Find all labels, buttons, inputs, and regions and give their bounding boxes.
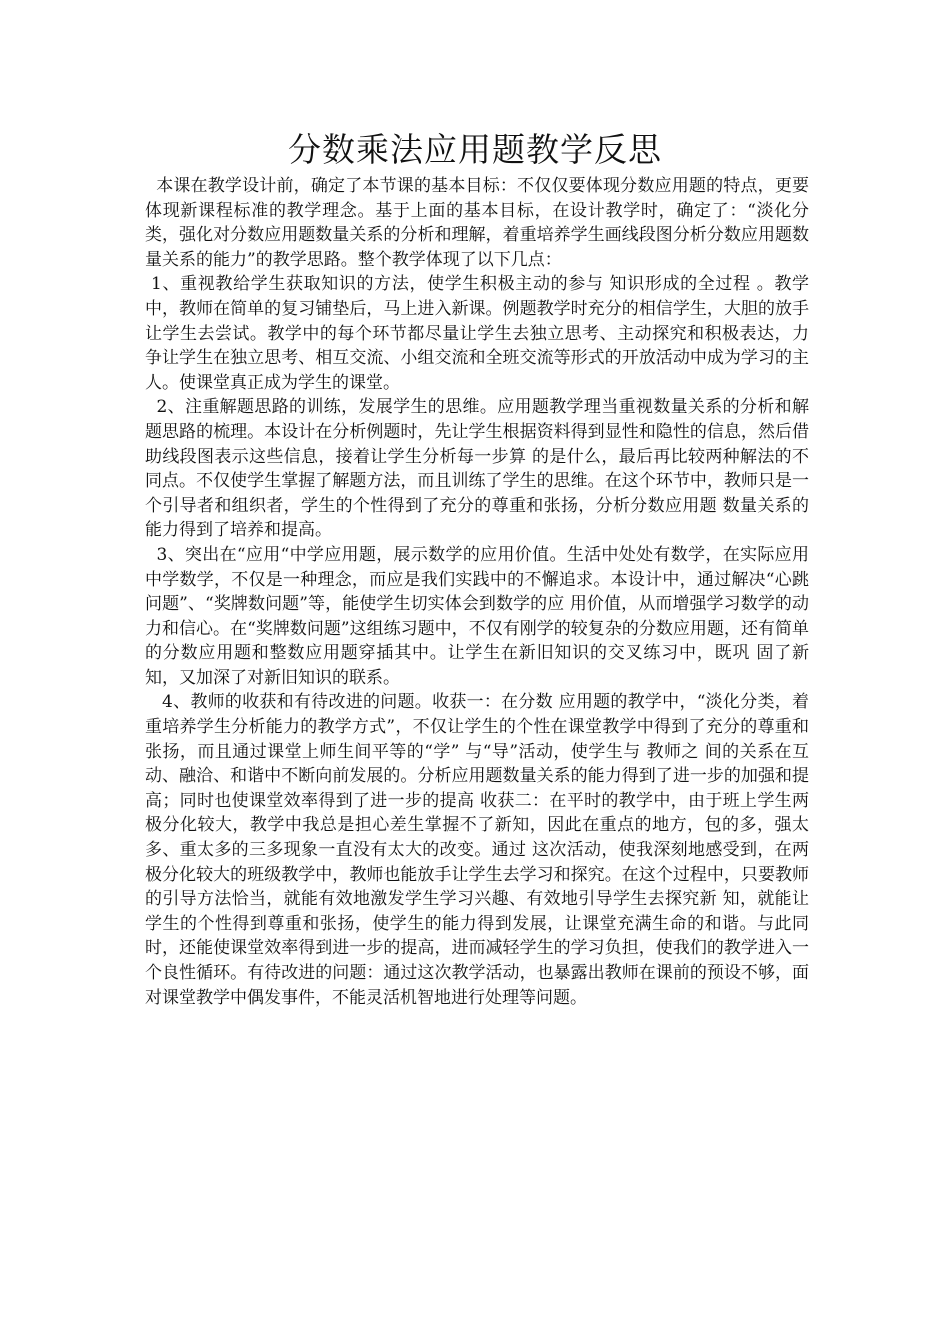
paragraph-intro: 本课在教学设计前，确定了本节课的基本目标：不仅仅要体现分数应用题的特点，更要体现新课程标准的教学理念。基于上面的基本目标，在设计教学时，确定了：“淡化分类，强化对分数应用题数量关系的分析和理解，着重培养学生画线段图分析分数应用题数量关系的能力”的教学思路。整个教学体现了以下几点：: [145, 176, 810, 270]
paragraph-point-3: 3、突出在“应用“中学应用题，展示数学的应用价值。生活中处处有数学，在实际应用中学数学，不仅是一种理念，而应是我们实践中的不懈追求。本设计中，通过解决“心跳问题”、“奖牌数问题”等，能使学生切实体会到数学的应 用价值，从而增强学习数学的动力和信心。在“奖牌数问题”这组练习题中，不仅有刚学的较复杂的分数应用题，还有简单的分数应用题和整数应用题穿插其中。让学生在新旧知识的交叉练习中，既巩 固了新知，又加深了对新旧知识的联系。: [145, 544, 809, 688]
paragraph-point-1: 1、重视教给学生获取知识的方法，使学生积极主动的参与 知识形成的全过程 。教学中，教师在简单的复习铺垫后，马上进入新课。例题教学时充分的相信学生，大胆的放手让学生去尝试。教学中的每个环节都尽量让学生去独立思考、主动探究和积极表达，力 争让学生在独立思考、相互交流、小组交流和全班交流等形式的开放活动中成为学习的主人。使课堂真正成为学生的课堂。: [145, 274, 815, 393]
document-body: [145, 174, 815, 1010]
paragraph-point-2: 2、注重解题思路的训练，发展学生的思维。应用题教学理当重视数量关系的分析和解题思路的梳理。本设计在分析例题时，先让学生根据资料得到显性和隐性的信息，然后借助线段图表示这些信息，接着让学生分析每一步算 的是什么，最后再比较两种解法的不同点。不仅使学生掌握了解题方法，而且训练了学生的思维。在这个环节中，教师只是一个引导者和组织者，学生的个性得到了充分的尊重和张扬，分析分数应用题 数量关系的能力得到了培养和提高。: [145, 397, 809, 541]
document-title: 分数乘法应用题教学反思: [288, 130, 662, 169]
paragraph-point-4: 4、教师的收获和有待改进的问题。收获一：在分数 应用题的教学中，“淡化分类，着重培养学生分析能力的教学方式”，不仅让学生的个性在课堂教学中得到了充分的尊重和张扬，而且通过课堂上师生间平等的“学” 与“导”活动，使学生与 教师之 间的关系在互动、融洽、和谐中不断向前发展的。分析应用题数量关系的能力得到了进一步的加强和提高；同时也使课堂效率得到了进一步的提高 收获二：在平时的教学中，由于班上学生两极分化较大，教学中我总是担心差生掌握不了新知，因此在重点的地方，包的多，强太多、重太多的三多现象一直没有太大的改变。通过 这次活动，使我深刻地感受到，在两极分化较大的班级教学中，教师也能放手让学生去学习和探究。在这个过程中，只要教师的引导方法恰当，就能有效地激发学生学习兴趣、有效地引导学生去探究新 知，就能让学生的个性得到尊重和张扬，使学生的能力得到发展，让课堂充满生命的和谐。与此同时，还能使课堂效率得到进一步的提高，进而减轻学生的学习负担，使我们的教学进入一个良性循环。有待改进的问题：通过这次教学活动，也暴露出教师在课前的预设不够，面对课堂教学中偶发事件，不能灵活机智地进行处理等问题。: [145, 692, 809, 1008]
